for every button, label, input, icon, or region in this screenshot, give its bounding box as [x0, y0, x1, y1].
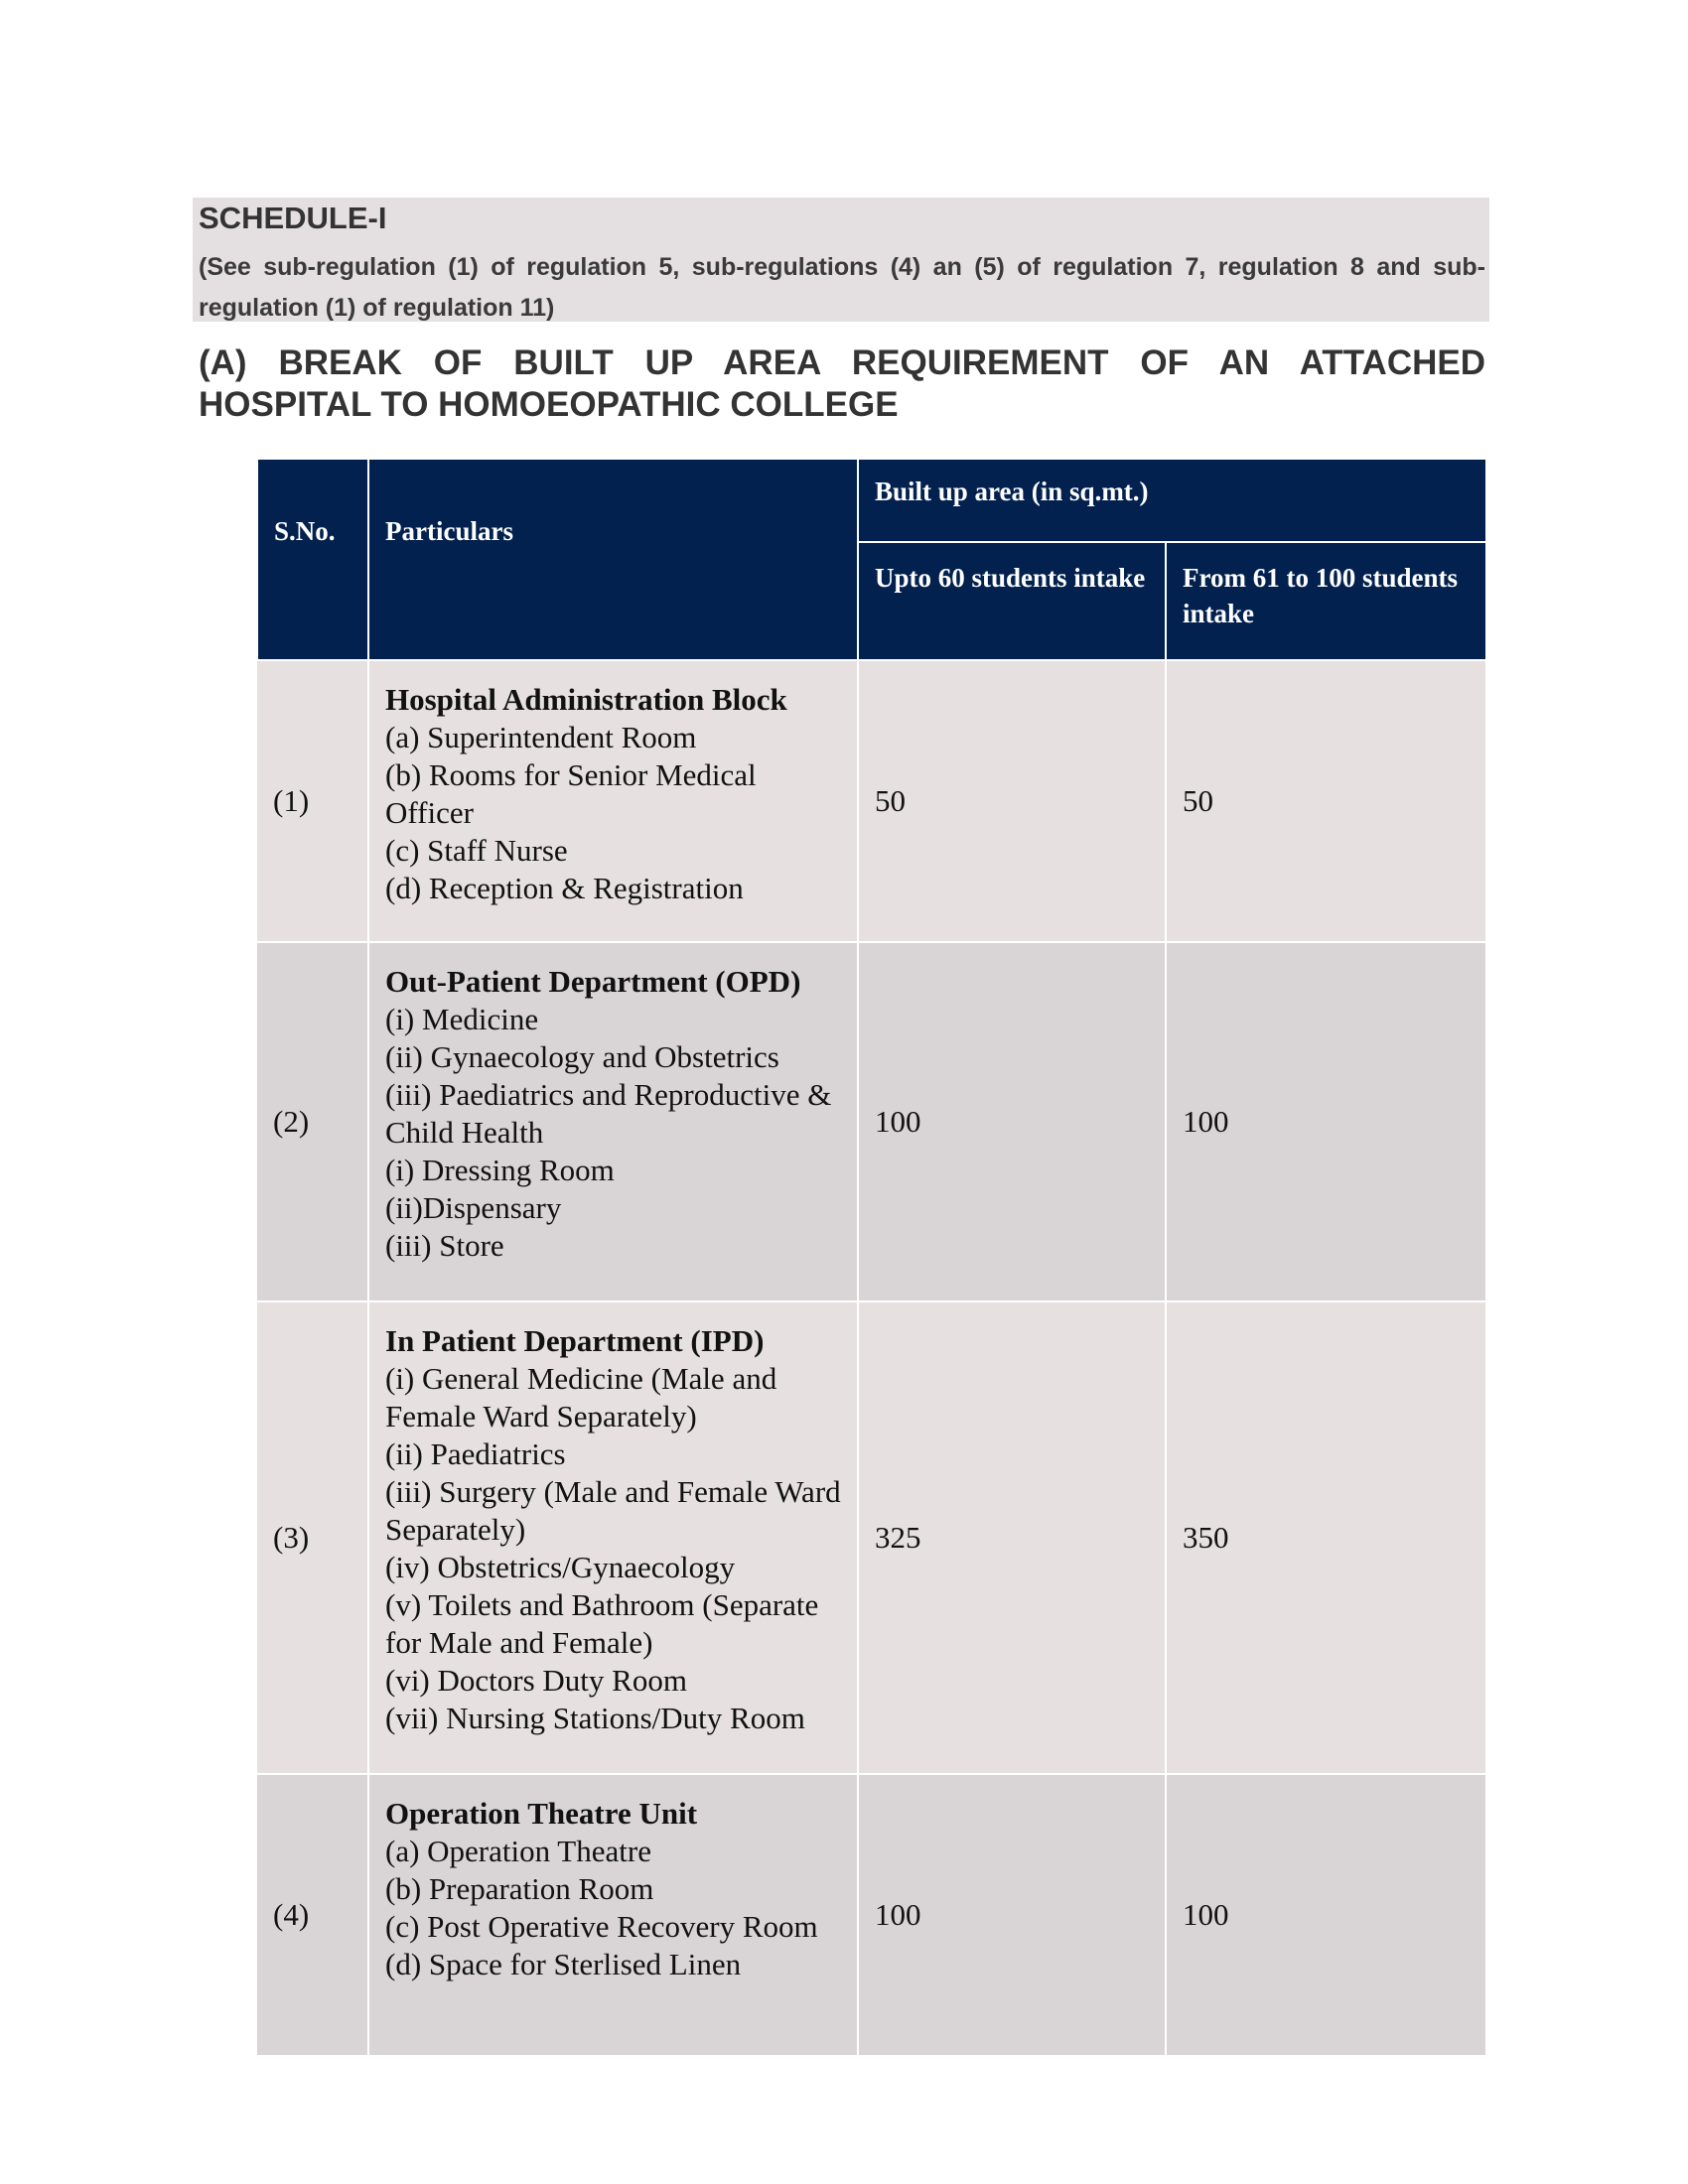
- row-item: (iii) Paediatrics and Reproductive & Child Health: [385, 1077, 832, 1150]
- row-from-61-value: 50: [1166, 660, 1486, 942]
- row-title: Out-Patient Department (OPD): [385, 964, 801, 999]
- row-item: (d) Space for Sterlised Linen: [385, 1947, 742, 1981]
- row-upto-60-value: 50: [858, 660, 1166, 942]
- row-item: (i) Medicine: [385, 1002, 539, 1036]
- row-from-61-value: 100: [1166, 942, 1486, 1301]
- built-up-area-table: [256, 458, 1485, 2057]
- row-sno: (3): [257, 1301, 368, 1774]
- row-item: (ii) Gynaecology and Obstetrics: [385, 1039, 779, 1074]
- row-particulars: [368, 660, 858, 942]
- table-row: [257, 660, 1486, 942]
- row-particulars: [368, 942, 858, 1301]
- section-heading-line2: HOSPITAL TO HOMOEOPATHIC COLLEGE: [199, 385, 899, 424]
- row-item: (b) Rooms for Senior Medical Officer: [385, 757, 757, 830]
- section-heading: [199, 342, 1485, 426]
- header-particulars: Particulars: [368, 459, 858, 660]
- header-upto-60: Upto 60 students intake: [858, 542, 1166, 660]
- row-title: In Patient Department (IPD): [385, 1323, 765, 1358]
- row-from-61-value: 100: [1166, 1774, 1486, 2056]
- table-row: [257, 1774, 1486, 2056]
- table-row: [257, 1301, 1486, 1774]
- schedule-reference: (See sub-regulation (1) of regulation 5, sub-regulations (4) an (5) of regulation 7, regulation 8 and sub-regulation (1) of regulation 11): [199, 253, 1485, 322]
- schedule-title: SCHEDULE-I: [199, 201, 387, 235]
- row-sno: (2): [257, 942, 368, 1301]
- row-item: (a) Operation Theatre: [385, 1834, 651, 1868]
- row-title: Hospital Administration Block: [385, 682, 787, 717]
- row-item: (vii) Nursing Stations/Duty Room: [385, 1701, 805, 1735]
- row-item: (c) Staff Nurse: [385, 833, 568, 868]
- row-item: (vi) Doctors Duty Room: [385, 1663, 687, 1698]
- row-item: (iii) Surgery (Male and Female Ward Separately): [385, 1474, 841, 1547]
- header-from-61: From 61 to 100 students intake: [1166, 542, 1486, 660]
- row-item: (b) Preparation Room: [385, 1871, 654, 1906]
- row-item: (a) Superintendent Room: [385, 720, 697, 754]
- row-item: (iv) Obstetrics/Gynaecology: [385, 1550, 736, 1584]
- row-particulars: [368, 1774, 858, 2056]
- row-item: (iii) Store: [385, 1228, 504, 1263]
- row-from-61-value: 350: [1166, 1301, 1486, 1774]
- row-item: (i) Dressing Room: [385, 1153, 615, 1187]
- row-item: (d) Reception & Registration: [385, 871, 744, 905]
- row-upto-60-value: 325: [858, 1301, 1166, 1774]
- header-sno: S.No.: [257, 459, 368, 660]
- row-sno: (4): [257, 1774, 368, 2056]
- section-heading-line1: (A) BREAK OF BUILT UP AREA REQUIREMENT OF AN ATTACHED: [199, 343, 1485, 382]
- row-item: (v) Toilets and Bathroom (Separate for Male and Female): [385, 1587, 819, 1660]
- row-item: (ii) Paediatrics: [385, 1436, 566, 1471]
- row-particulars: [368, 1301, 858, 1774]
- row-upto-60-value: 100: [858, 942, 1166, 1301]
- header-built-up-area: Built up area (in sq.mt.): [858, 459, 1486, 542]
- row-particulars-clip: [385, 1795, 841, 2017]
- row-item: (ii)Dispensary: [385, 1190, 562, 1225]
- row-item: (c) Post Operative Recovery Room: [385, 1909, 818, 1944]
- row-title: Operation Theatre Unit: [385, 1796, 698, 1831]
- row-item: (i) General Medicine (Male and Female Ward Separately): [385, 1361, 777, 1433]
- row-sno: (1): [257, 660, 368, 942]
- table-row: [257, 942, 1486, 1301]
- row-upto-60-value: 100: [858, 1774, 1166, 2056]
